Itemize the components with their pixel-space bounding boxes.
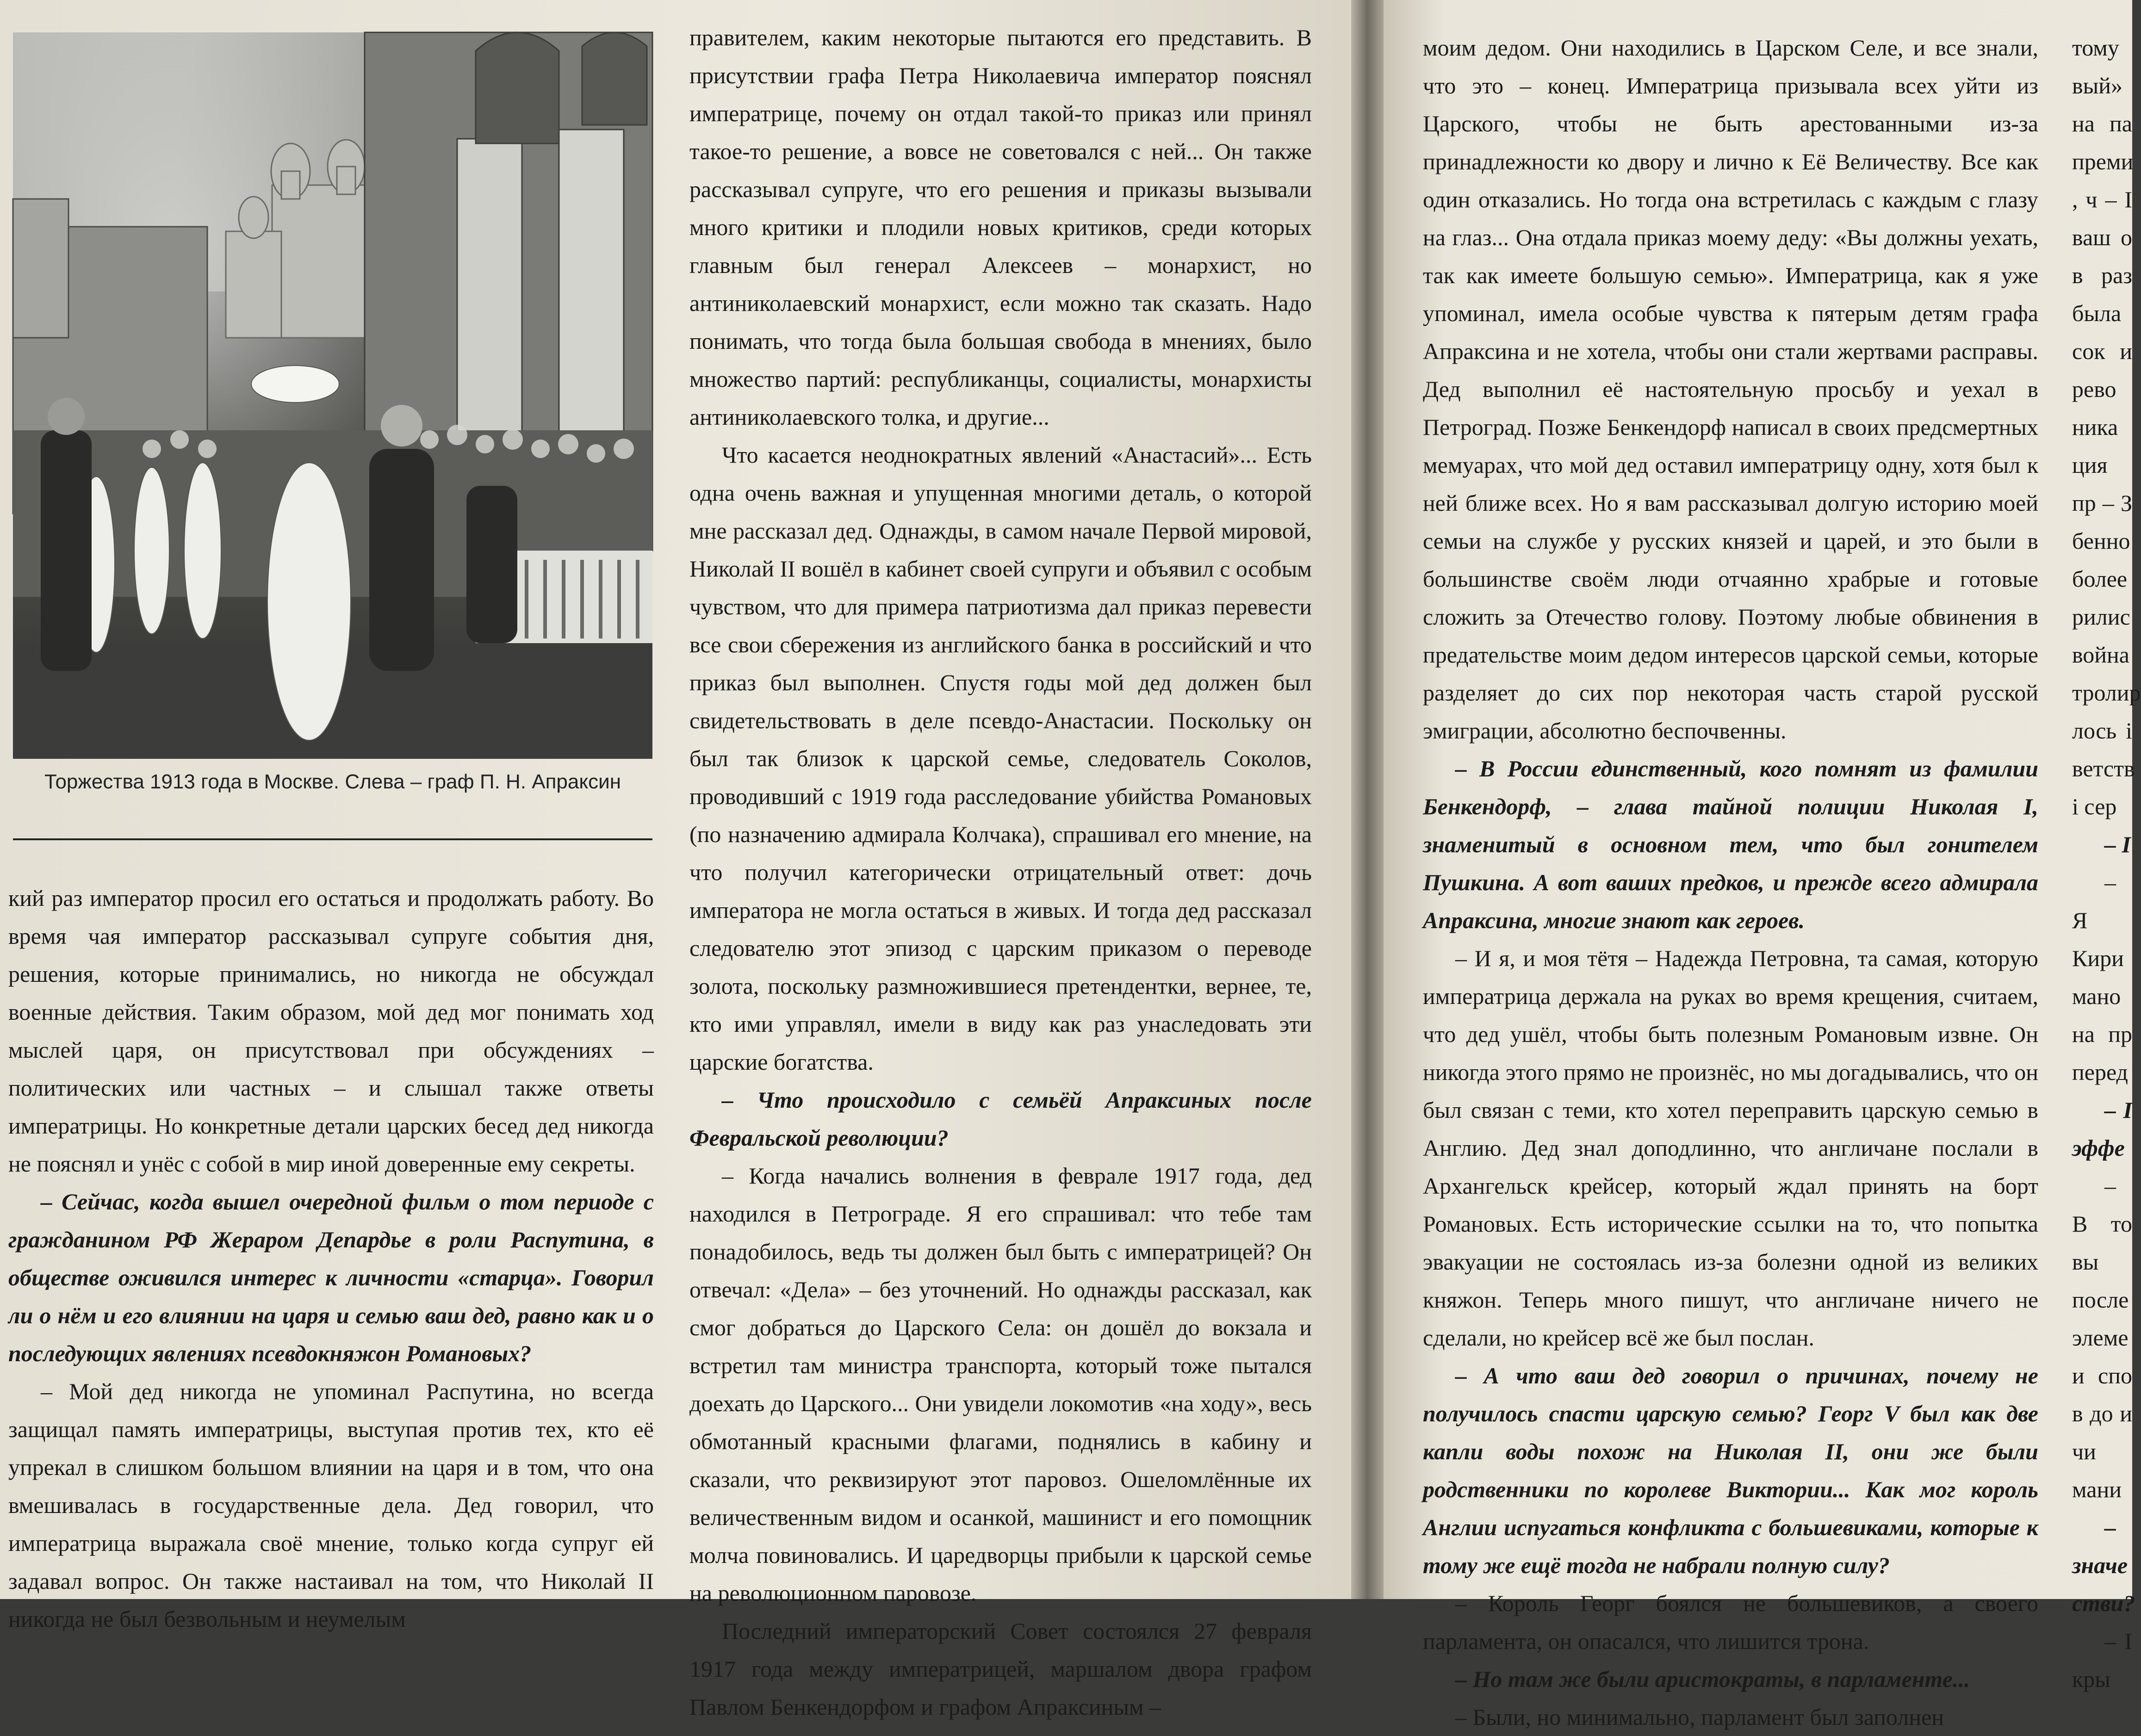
interview-question: – І эффе (2072, 1097, 2132, 1161)
historical-photo (13, 32, 652, 759)
paragraph: томy вый» на па преми , ч – І ваш о в раз была сок и рево ника ция пр – З бенно более рилис война тролир лось і ветств і сер (2072, 35, 2141, 819)
interview-question: – І (2104, 831, 2131, 857)
paragraph: – И я, и моя тётя – Надежда Петровна, та самая, которую императрица держала на руках во время крещения, считаем, что дед ушёл, чтобы быть полезным Романовым извне. Он никогда этого прямо не произнёс, но мы догадывались, что он был связан с теми, кто хотел переправить царскую семью в Англию. Дед знал доподлинно, что англичане послали в Архангельск крейсер, который ждал принять на борт Романовых. Есть исторические ссылки на то, что попытка эвакуации не состоялась из-за болезни одной из великих княжон. Теперь много пишут, что англичане ничего не сделали, но крейсер всё же был послан. (1423, 945, 2038, 1351)
paragraph: – І кры (2072, 1628, 2132, 1692)
paragraph: кий раз император просил его остаться и продолжать работу. Во время чая император рассказывал супруге события дня, решения, которые принимались, но никогда не обсуждал военные действия. Таким образом, мой дед мог понимать ход мыслей царя, он присутствовал при обсуждениях – политических или частных – и слышал также ответы императрицы. Но конкретные детали царских бесед дед никогда не пояснял и унёс с собой в мир иной доверенные ему секреты. (8, 885, 654, 1177)
interview-question: – Но там же были аристократы, в парламенте... (1455, 1666, 1970, 1692)
paragraph: – Король Георг боялся не большевиков, а своего парламента, он опасался, что лишится трона. (1423, 1590, 2038, 1654)
paragraph: Что касается неоднократных явлений «Анастасий»... Есть одна очень важная и упущенная многими деталь, о которой мне рассказал дед. Однажды, в самом начале Первой мировой, Николай II вошёл в кабинет своей супруги и объявил с особым чувством, что для примера патриотизма дал приказ перевести все свои сбережения из английского банка в российский и что приказ был выполнен. Спустя годы мой дед должен был свидетельствовать в деле псевдо-Анастасии. Поскольку он был так близок к царской семье, следователь Соколов, проводивший с 1919 года расследование убийства Романовых (по назначению адмирала Колчака), спрашивал его мнение, на что получил категорически отрицательный ответ: дочь императора не могла остаться в живых. И тогда дед рассказал следователю этот эпизод с царским приказом о переводе золота, поскольку размножившиеся претендентки, вернее, те, кто ими управлял, имели в виду как раз унаследовать эти царские богатства. (689, 442, 1312, 1075)
left-page-column-1 (8, 879, 654, 1632)
paragraph: – Когда начались волнения в феврале 1917 года, дед находился в Петрограде. Я его спрашивал: что тебе там понадобилось, ведь ты должен был быть с императрицей? Он отвечал: «Дела» – без уточнений. Но однажды рассказал, как смог добраться до Царского Села: он дошёл до вокзала и встретил там министра транспорта, который тоже пытался доехать до Царского... Они увидели локомотив «на ходу», весь обмотанный красными флагами, поднялись в кабину и сказали, что реквизируют этот паровоз. Ошеломлённые их величественным видом и осанкой, машинист и его помощник молча повиновались. И царедворцы прибыли к царской семье на революционном паровозе. (689, 1163, 1312, 1606)
paragraph: – Мой дед никогда не упоминал Распутина, но всегда защищал память императрицы, выступая против тех, кто её упрекал в слишком большом влиянии на царя и в том, что она вмешивалась в государственные дела. Дед говорил, что императрица выражала своё мнение, только когда супруг ей задавал вопрос. Он также настаивал на том, что Николай II никогда не был безвольным и неумелым (8, 1378, 654, 1632)
caption-divider (13, 838, 652, 840)
right-page-column-1 (1423, 29, 2038, 1730)
paragraph: – В то вы после элеме и спо в до и чи мани (2072, 1173, 2132, 1502)
interview-question: – Сейчас, когда вышел очередной фильм о том периоде с гражданином РФ Жераром Депардье в роли Распутина, в обществе оживился интерес к личности «старца». Говорил ли о нём и его влиянии на царя и семью ваш дед, равно как и о последующих явлениях псевдокняжон Романовых? (8, 1189, 654, 1366)
left-page-column-2 (689, 19, 1312, 1720)
paragraph: Последний императорский Совет состоялся 27 февраля 1917 года между императрицей, маршалом двора графом Павлом Бенкендорфом и графом Апраксиным – (689, 1618, 1312, 1720)
interview-question: – значе стви? (2072, 1514, 2135, 1616)
photo-scene (13, 32, 652, 759)
right-page-column-2-cropped (2072, 29, 2141, 1692)
interview-question: – Что происходило с семьёй Апраксиных после Февральской революции? (689, 1087, 1312, 1151)
photo-caption: Торжества 1913 года в Москве. Слева – граф П. Н. Апраксин (44, 770, 621, 793)
interview-question: – А что ваш дед говорил о причинах, почему не получилось спасти царскую семью? Георг V был как две капли воды похож на Николая II, они же были родственники по королеве Виктории... Как мог король Англии испугаться конфликта с большевиками, которые к тому же ещё тогда не набрали полную силу? (1423, 1363, 2038, 1578)
paragraph: – Я Кири мано на пр перед (2072, 869, 2132, 1085)
paragraph: правителем, каким некоторые пытаются его представить. В присутствии графа Петра Николаевича император пояснял императрице, почему он отдал такой-то приказ или принял такое-то решение, а вовсе не советовался с ней... Он также рассказывал супруге, что его решения и приказы вызывали много критики и плодили новых критиков, среди которых главным был генерал Алексеев – монархист, но антиниколаевский монархист, если можно так сказать. Надо понимать, что тогда была большая свобода в мнениях, было множество партий: республиканцы, социалисты, монархисты антиниколаевского толка, и другие... (689, 25, 1312, 430)
book-gutter (1351, 0, 1384, 1599)
interview-question: – В России единственный, кого помнят из фамилии Бенкендорф, – глава тайной полиции Николая I, знаменитый в основном тем, что был гонителем Пушкина. А вот ваших предков, и прежде всего адмирала Апраксина, многие знают как героев. (1423, 756, 2038, 933)
paragraph: моим дедом. Они находились в Царском Селе, и все знали, что это – конец. Императрица призывала всех уйти из Царского, чтобы не быть арестованными из-за принадлежности ко двору и лично к Её Величеству. Все как один отказались. Но тогда она встретилась с каждым с глазу на глаз... Она отдала приказ моему деду: «Вы должны уехать, так как имеете большую семью». Императрица, как я уже упоминал, имела особые чувства к пятерым детям графа Апраксина и не хотела, чтобы они стали жертвами расправы. Дед выполнил её настоятельную просьбу и уехал в Петроград. Позже Бенкендорф написал в своих предсмертных мемуарах, что мой дед оставил императрицу одну, хотя был к ней ближе всех. Но я вам рассказывал долгую историю моей семьи на службе у русских князей и царей, и это были в большинстве своём люди отчаянно храбрые и готовые сложить за Отечество голову. Поэтому любые обвинения в предательстве моим дедом интересов царской семьи, которые разделяет до сих пор некоторая часть старой русской эмиграции, абсолютно беспочвенны. (1423, 35, 2038, 744)
right-page (1384, 0, 2141, 1730)
paragraph: – Были, но минимально, парламент был заполнен (1455, 1704, 1944, 1730)
